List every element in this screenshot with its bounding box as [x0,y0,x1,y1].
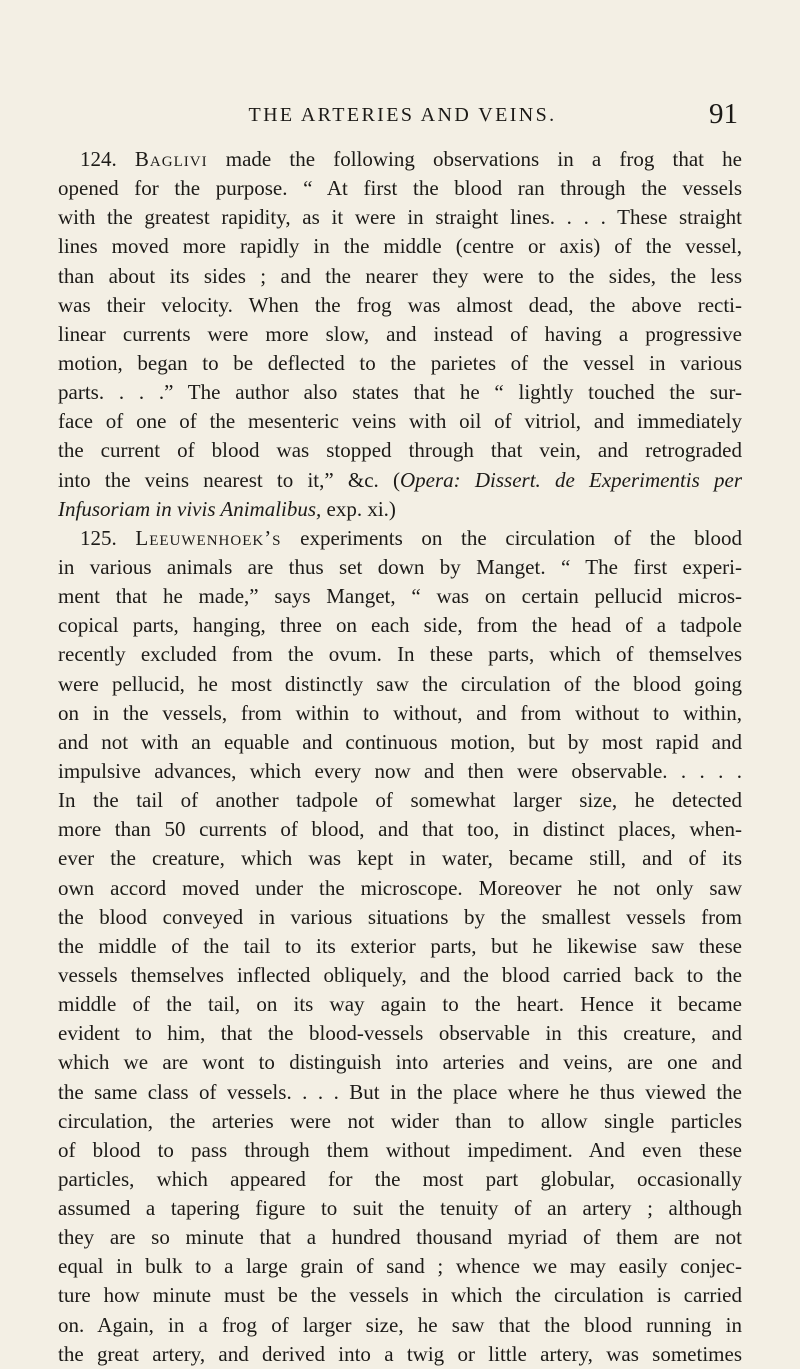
paragraph-125-line: the middle of the tail to its exterior parts, but he likewise saw these [58,933,742,958]
paragraph-124-line: into the veins nearest to it,” &c. (Opera: Dissert. de Experimentis per [58,467,742,492]
paragraph-125-line: more than 50 currents of blood, and that too, in distinct places, when- [58,817,742,842]
paragraph-124-line: with the greatest rapidity, as it were in straight lines. . . . These straight [58,205,742,230]
body-text [58,145,742,1369]
paragraph-124-line: 124. Baglivi made the following observations in a frog that he [80,147,742,171]
paragraph-124-line: linear currents were more slow, and instead of having a progressive [58,321,742,346]
author-name: Baglivi [134,147,208,171]
paragraph-125-line: 125. Leeuwenhoek’s experiments on the circulation of the blood [80,525,743,550]
paragraph-125-line: ment that he made,” says Manget, “ was on certain pellucid micros- [58,584,742,609]
paragraph-number: 125. [80,525,117,550]
paragraph-125-line: impulsive advances, which every now and then were observable. . . . . [58,758,742,783]
paragraph-124-line: face of one of the mesenteric veins with oil of vitriol, and immediately [58,409,742,434]
paragraph-125-line: and not with an equable and continuous motion, but by most rapid and [58,729,742,754]
paragraph-125-line: of blood to pass through them without impediment. And even these [58,1137,742,1162]
paragraph-124-line: Infusoriam in vivis Animalibus, exp. xi.) [58,496,396,521]
paragraph-125-line: ture how minute must be the vessels in which the circulation is carried [58,1283,742,1308]
citation-title: Opera: Dissert. de Experimentis per [400,467,742,492]
paragraph-124-line: parts. . . .” The author also states that he “ lightly touched the sur- [58,380,742,405]
paragraph-125-line: were pellucid, he most distinctly saw the circulation of the blood going [58,671,742,696]
page-header [67,98,738,138]
paragraph-125-line: they are so minute that a hundred thousand myriad of them are not [58,1225,742,1250]
paragraph-124-line: lines moved more rapidly in the middle (centre or axis) of the vessel, [58,234,742,259]
running-head: THE ARTERIES AND VEINS. [248,104,557,126]
paragraph-125-line: evident to him, that the blood-vessels observable in this creature, and [58,1021,742,1046]
paragraph-125-line: recently excluded from the ovum. In these parts, which of themselves [58,642,742,667]
citation-title: Infusoriam in vivis Animalibus, [58,496,322,521]
paragraph-124-line: the current of blood was stopped through that vein, and retrograded [58,438,742,463]
paragraph-125-line: on in the vessels, from within to without, and from without to within, [58,700,742,725]
paragraph-125-line: the blood conveyed in various situations by the smallest vessels from [58,904,742,929]
paragraph-125-line: equal in bulk to a large grain of sand ; whence we may easily conjec- [58,1254,742,1279]
paragraph-125-line: vessels themselves inflected obliquely, and the blood carried back to the [58,962,742,987]
paragraph-125-line: the same class of vessels. . . . But in the place where he thus viewed the [58,1079,742,1104]
paragraph-125-line: the great artery, and derived into a twig or little artery, was sometimes [58,1341,742,1366]
paragraph-124-line: opened for the purpose. “ At first the blood ran through the vessels [58,176,742,201]
paragraph-124-line: than about its sides ; and the nearer they were to the sides, the less [58,263,742,288]
author-name: Leeuwenhoek’s [135,525,282,550]
paragraph-number: 124. [80,147,117,171]
paragraph-125-line: middle of the tail, on its way again to the heart. Hence it became [58,992,742,1017]
paragraph-124-line: was their velocity. When the frog was almost dead, the above recti- [58,292,742,317]
paragraph-124-line: motion, began to be deflected to the parietes of the vessel in various [58,350,742,375]
paragraph-125-line: circulation, the arteries were not wider than to allow single particles [58,1108,742,1133]
page-number: 91 [709,98,738,130]
paragraph-125-line: in various animals are thus set down by Manget. “ The first experi- [58,554,742,579]
paragraph-125-line: In the tail of another tadpole of somewhat larger size, he detected [58,788,742,813]
paragraph-125-line: on. Again, in a frog of larger size, he saw that the blood running in [58,1312,742,1337]
paragraph-125-line: copical parts, hanging, three on each side, from the head of a tadpole [58,613,742,638]
paragraph-125-line: assumed a tapering figure to suit the tenuity of an artery ; although [58,1196,742,1221]
paragraph-125-line: own accord moved under the microscope. Moreover he not only saw [58,875,742,900]
paragraph-125-line: ever the creature, which was kept in water, became still, and of its [58,846,742,871]
paragraph-125-line: which we are wont to distinguish into arteries and veins, are one and [58,1050,742,1075]
paragraph-125-line: particles, which appeared for the most part globular, occasionally [58,1166,742,1191]
